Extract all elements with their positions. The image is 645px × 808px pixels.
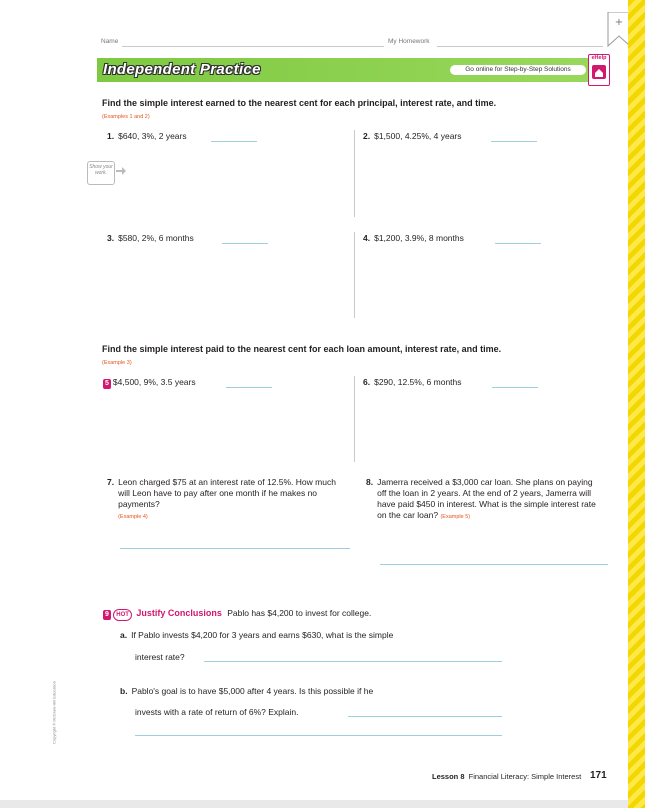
online-solutions-button[interactable]: Go online for Step-by-Step Solutions bbox=[450, 65, 586, 75]
answer-line-3[interactable] bbox=[222, 243, 268, 244]
answer-line-9b-2[interactable] bbox=[135, 735, 502, 736]
answer-line-5[interactable] bbox=[226, 387, 272, 388]
column-divider bbox=[354, 376, 355, 462]
problem-1: 1. $640, 3%, 2 years bbox=[107, 131, 187, 141]
column-divider bbox=[354, 130, 355, 217]
section1-examples-ref: (Examples 1 and 2) bbox=[102, 114, 150, 120]
problem-2: 2. $1,500, 4.25%, 4 years bbox=[363, 131, 462, 141]
problem-8: 8. Jamerra received a $3,000 car loan. She plans on paying off the loan in 2 years. At the end of 2 years, Jamerra will have paid $450 in interest. What is the simple interest rate on the car loan? (Example 5) bbox=[366, 477, 596, 520]
problem-5-tag: 5 bbox=[105, 380, 109, 387]
column-divider bbox=[354, 232, 355, 318]
name-label: Name bbox=[101, 38, 119, 45]
homework-label: My Homework bbox=[388, 38, 430, 45]
lesson-label: Lesson 8 bbox=[432, 772, 465, 781]
page-footer bbox=[432, 772, 581, 781]
answer-line-4[interactable] bbox=[495, 243, 541, 244]
problem-9a: a. If Pablo invests $4,200 for 3 years and earns $630, what is the simple bbox=[120, 630, 394, 640]
problem-7: 7. Leon charged $75 at an interest rate of 12.5%. How much will Leon have to pay after one month if he makes no payments? (Example 4) bbox=[107, 477, 336, 520]
banner-title: Independent Practice bbox=[103, 61, 261, 78]
show-work-note: Show your work. bbox=[87, 161, 115, 185]
arrow-right-icon bbox=[116, 167, 126, 175]
answer-line-7[interactable] bbox=[120, 548, 350, 549]
problem-6: 6. $290, 12.5%, 6 months bbox=[363, 377, 462, 387]
yellow-edge-stripe bbox=[628, 0, 645, 808]
problem-9-tag: 9 bbox=[105, 611, 109, 618]
problem-3: 3. $580, 2%, 6 months bbox=[107, 233, 194, 243]
answer-line-9a[interactable] bbox=[204, 661, 502, 662]
problem-9b: b. Pablo's goal is to have $5,000 after 4 years. Is this possible if he bbox=[120, 686, 374, 696]
homework-field-line bbox=[437, 46, 603, 47]
hot-badge-icon: HOT bbox=[113, 609, 132, 621]
justify-conclusions-title: Justify Conclusions bbox=[136, 608, 222, 618]
problem-4: 4. $1,200, 3.9%, 8 months bbox=[363, 233, 464, 243]
section2-instruction: Find the simple interest paid to the nearest cent for each loan amount, interest rate, and time. (Example 3) bbox=[102, 344, 502, 366]
answer-line-1[interactable] bbox=[211, 141, 257, 142]
problem-9b-line2: invests with a rate of return of 6%? Explain. bbox=[135, 707, 299, 717]
answer-line-9b-1[interactable] bbox=[348, 716, 502, 717]
lesson-topic: Financial Literacy: Simple Interest bbox=[468, 772, 582, 781]
name-field-line[interactable] bbox=[122, 46, 384, 47]
svg-text:+: + bbox=[614, 17, 624, 28]
section1-instruction: Find the simple interest earned to the nearest cent for each principal, interest rate, and time. (Examples 1 and 2) bbox=[102, 98, 497, 120]
ehelp-label: eHelp bbox=[591, 55, 607, 61]
answer-line-2[interactable] bbox=[491, 141, 537, 142]
problem-9a-line2: interest rate? bbox=[135, 652, 185, 662]
section2-examples-ref: (Example 3) bbox=[102, 360, 132, 366]
problem-5: 5 $4,500, 9%, 3.5 years bbox=[105, 377, 196, 387]
problem-9: 9 HOT Justify Conclusions Pablo has $4,200 to invest for college. bbox=[103, 608, 371, 621]
copyright-text: Copyright © McGraw-Hill Education bbox=[51, 681, 57, 744]
answer-line-6[interactable] bbox=[492, 387, 538, 388]
ehelp-button[interactable] bbox=[588, 54, 610, 86]
answer-line-8[interactable] bbox=[380, 564, 608, 565]
independent-practice-banner bbox=[97, 55, 608, 82]
page-number: 171 bbox=[590, 770, 607, 781]
bookmark-icon[interactable] bbox=[606, 12, 628, 50]
home-icon bbox=[592, 65, 606, 79]
problem-8-example-ref: (Example 5) bbox=[440, 514, 471, 520]
problem-7-example-ref: (Example 4) bbox=[118, 514, 148, 520]
